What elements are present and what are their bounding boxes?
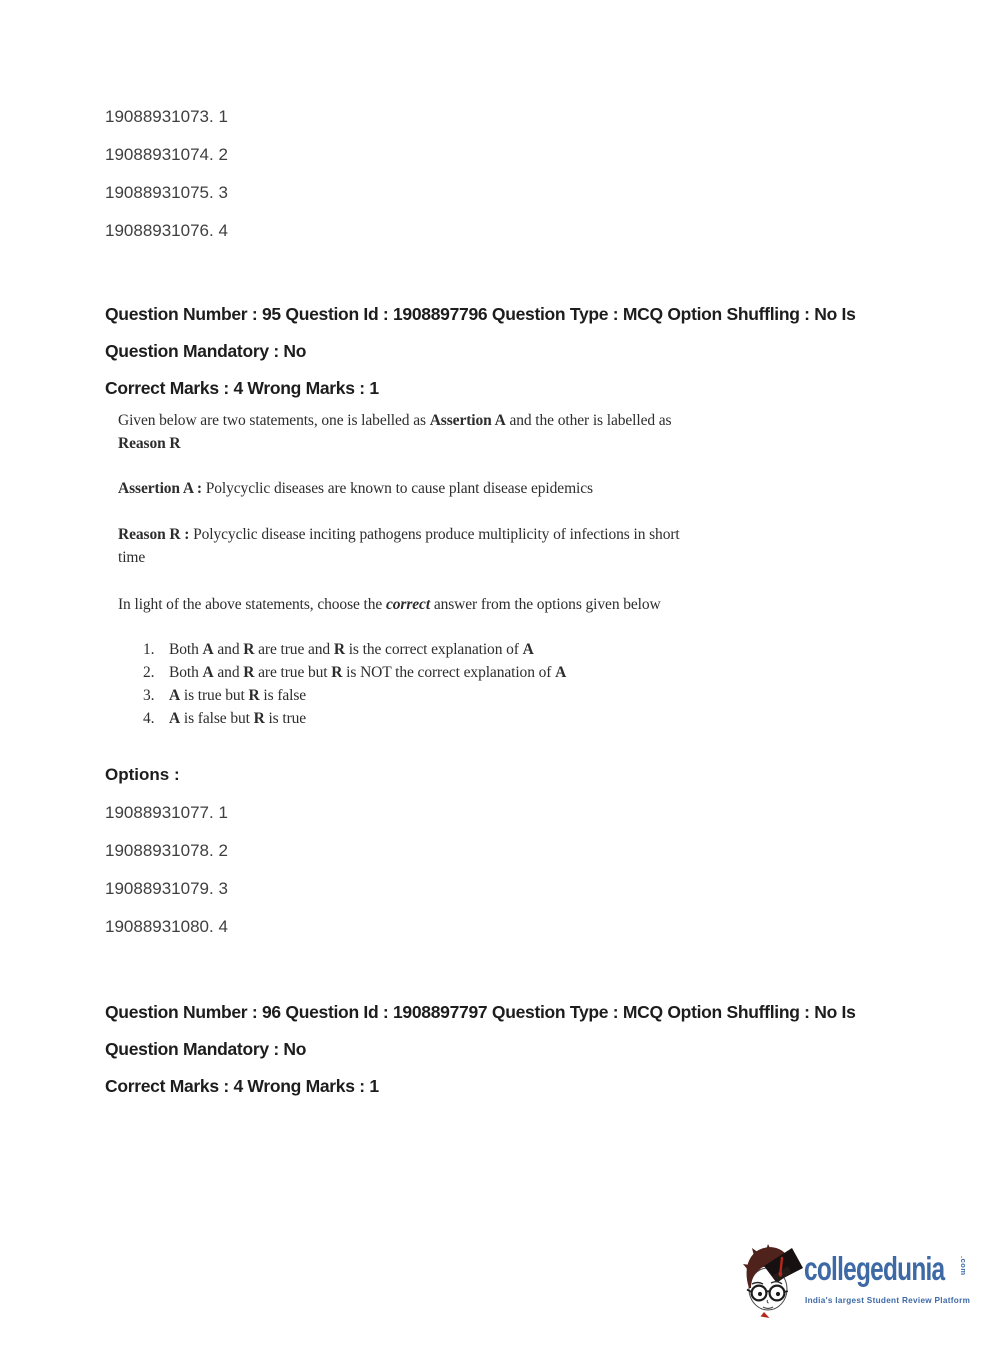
answer-choice-3: [143, 684, 758, 707]
document-content: [105, 0, 945, 1105]
question-95-answer-list: [118, 638, 758, 730]
collegedunia-mascot-icon: [742, 1244, 804, 1320]
answer-choice-number: 4.: [143, 710, 155, 727]
option-id-line: 19088931080. 4: [105, 917, 228, 936]
question-95-header: [105, 296, 945, 407]
collegedunia-logo: [742, 1244, 977, 1324]
answer-choice-number: 2.: [143, 664, 155, 681]
question-96-marks-line: Correct Marks : 4 Wrong Marks : 1: [105, 1076, 379, 1096]
answer-choice-text: Both A and R are true but R is NOT the correct explanation of A: [169, 664, 567, 681]
question-95-meta-line-1: Question Number : 95 Question Id : 1908897796 Question Type : MCQ Option Shuffling : No Is: [105, 304, 856, 324]
option-id-line: 19088931076. 4: [105, 221, 228, 240]
option-id-line: 19088931075. 3: [105, 183, 228, 202]
option-id-line: 19088931074. 2: [105, 145, 228, 164]
question-95-assertion: Assertion A : Polycyclic diseases are known to cause plant disease epidemics: [118, 480, 593, 497]
question-95-body: [118, 409, 758, 730]
question-95-reason: Reason R : Polycyclic disease inciting pathogens produce multiplicity of infections in short time: [118, 526, 680, 566]
option-id-line: 19088931079. 3: [105, 879, 228, 898]
options-label: Options :: [105, 765, 180, 784]
option-id-line: 19088931073. 1: [105, 107, 228, 126]
collegedunia-domain-suffix: .com: [959, 1256, 968, 1276]
question-96-meta-line-2: Question Mandatory : No: [105, 1039, 307, 1059]
question-95-statement-intro: Given below are two statements, one is labelled as Assertion A and the other is labelled as Reason R: [118, 412, 672, 452]
answer-choice-number: 3.: [143, 687, 155, 704]
question-95-meta-line-2: Question Mandatory : No: [105, 341, 307, 361]
answer-choice-text: A is false but R is true: [169, 710, 307, 727]
previous-question-option-ids: [105, 0, 945, 241]
question-96-header: [105, 994, 945, 1105]
collegedunia-wordmark: collegedunia: [804, 1250, 945, 1287]
option-id-line: 19088931077. 1: [105, 803, 228, 822]
collegedunia-tagline: India's largest Student Review Platform: [805, 1296, 971, 1305]
answer-choice-text: Both A and R are true and R is the correct explanation of A: [169, 641, 534, 658]
option-id-line: 19088931078. 2: [105, 841, 228, 860]
question-95-option-ids: [105, 803, 945, 937]
question-96-meta-line-1: Question Number : 96 Question Id : 1908897797 Question Type : MCQ Option Shuffling : No Is: [105, 1002, 856, 1022]
answer-choice-2: [143, 661, 758, 684]
answer-choice-number: 1.: [143, 641, 155, 658]
answer-choice-4: [143, 707, 758, 730]
question-95-marks-line: Correct Marks : 4 Wrong Marks : 1: [105, 378, 379, 398]
answer-choice-text: A is true but R is false: [169, 687, 307, 704]
answer-choice-1: [143, 638, 758, 661]
question-95-instruction: In light of the above statements, choose the correct answer from the options given below: [118, 596, 661, 613]
